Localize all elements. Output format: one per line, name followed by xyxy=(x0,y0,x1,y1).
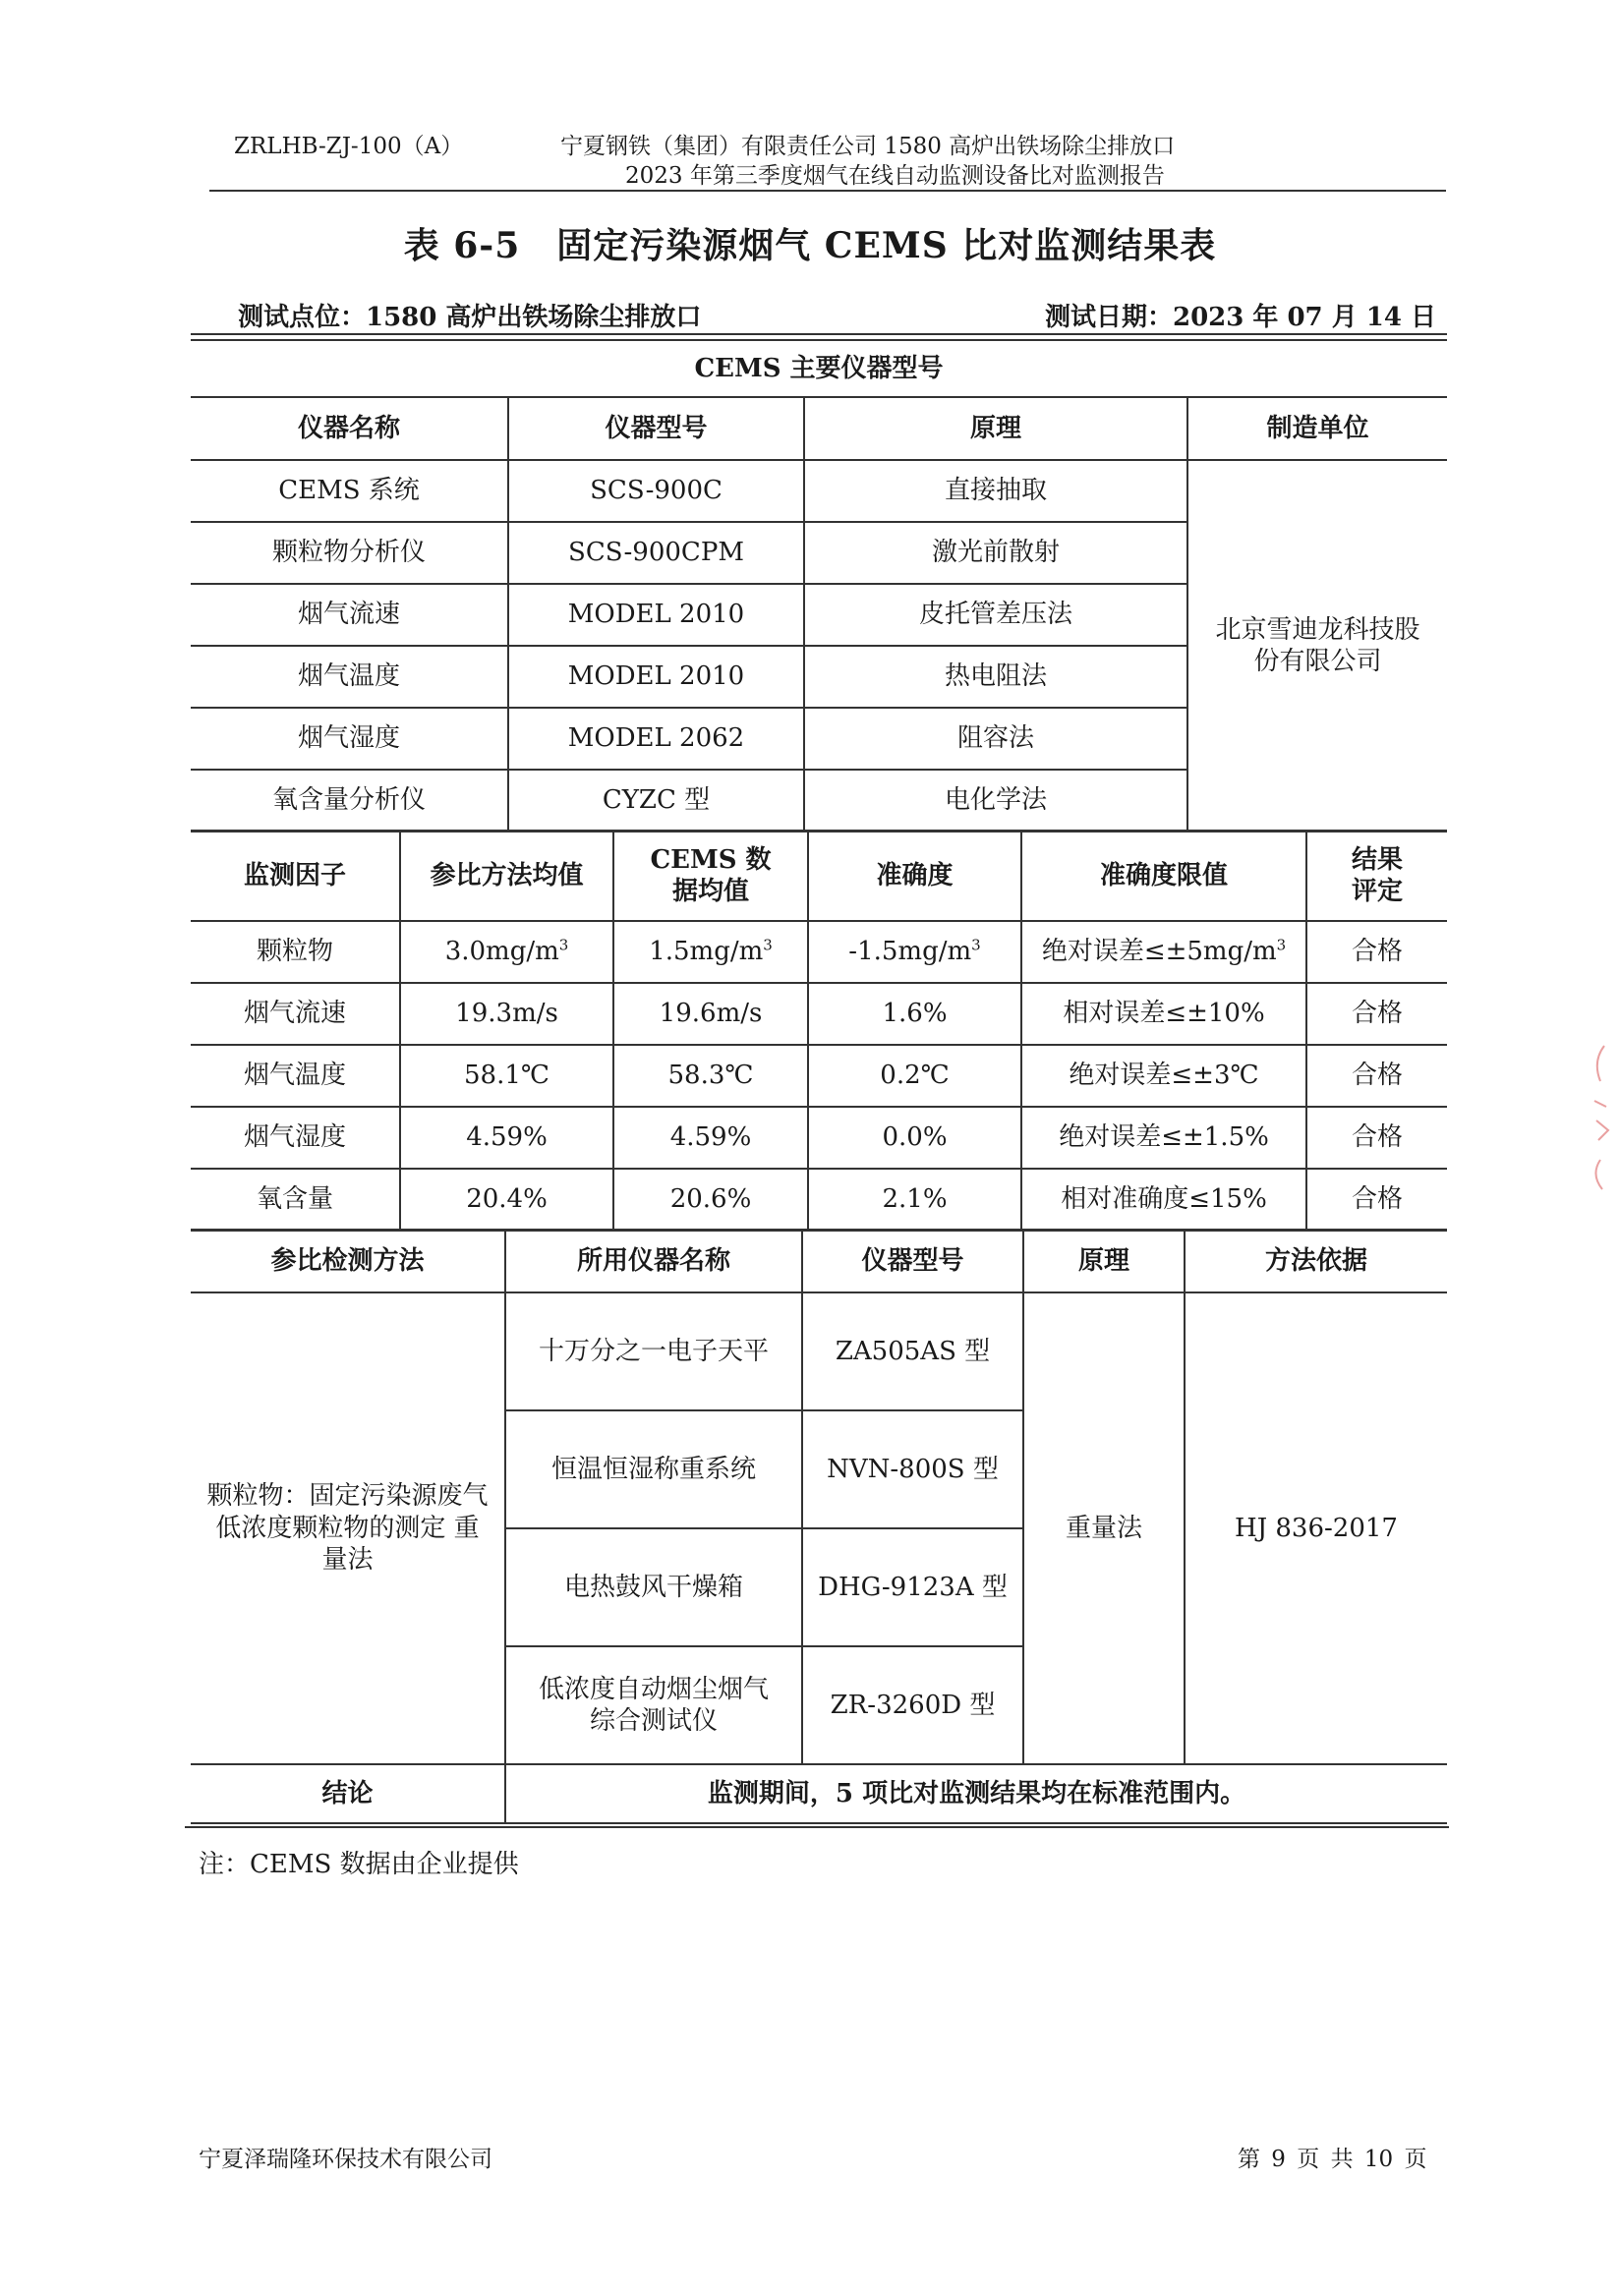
page-number: 第 9 页 共 10 页 xyxy=(1238,2147,1427,2172)
header-accuracy: 准确度 xyxy=(808,831,1021,921)
header-reference-method: 参比检测方法 xyxy=(191,1230,505,1292)
accuracy-value: 2.1% xyxy=(808,1169,1021,1231)
footer-company: 宁夏泽瑞隆环保技术有限公司 xyxy=(199,2147,492,2172)
table-row xyxy=(191,921,1447,983)
ref-mean-value: 19.3m/s xyxy=(400,983,613,1045)
comparison-results-table xyxy=(191,830,1447,1232)
instrument-used-model: NVN-800S 型 xyxy=(802,1410,1023,1528)
accuracy-limit: 绝对误差$\le\pm 5mg/m^3$ xyxy=(1021,921,1306,983)
instrument-principle: 电化学法 xyxy=(804,770,1187,832)
accuracy-limit: 绝对误差≤±3℃ xyxy=(1021,1045,1306,1107)
accuracy-value: $-1.5mg/m^3$ xyxy=(808,921,1021,983)
instrument-used-name: 十万分之一电子天平 xyxy=(505,1292,802,1410)
cems-instrument-table xyxy=(191,339,1447,832)
accuracy-value: 1.6% xyxy=(808,983,1021,1045)
accuracy-value: 0.2℃ xyxy=(808,1045,1021,1107)
cems-mean-value: $1.5mg/m^3$ xyxy=(613,921,808,983)
header-cems-mean: CEMS 数据均值 xyxy=(613,831,808,921)
manufacturer: 北京雪迪龙科技股份有限公司 xyxy=(1187,460,1447,832)
table-row xyxy=(191,1045,1447,1107)
header-instrument-model: 仪器型号 xyxy=(802,1230,1023,1292)
instrument-name: 氧含量分析仪 xyxy=(191,770,508,832)
ref-mean-value: 4.59% xyxy=(400,1107,613,1169)
reference-principle: 重量法 xyxy=(1023,1292,1185,1764)
document-code: ZRLHB-ZJ-100（A） xyxy=(234,134,464,159)
ref-mean-value: $3.0mg/m^3$ xyxy=(400,921,613,983)
instrument-name: 烟气温度 xyxy=(191,646,508,708)
cems-mean-value: 20.6% xyxy=(613,1169,808,1231)
instrument-used-model: ZA505AS 型 xyxy=(802,1292,1023,1410)
instrument-name: CEMS 系统 xyxy=(191,460,508,522)
table-row xyxy=(191,1169,1447,1231)
header-factor: 监测因子 xyxy=(191,831,400,921)
factor-name: 烟气流速 xyxy=(191,983,400,1045)
ref-mean-value: 20.4% xyxy=(400,1169,613,1231)
instrument-principle: 直接抽取 xyxy=(804,460,1187,522)
instrument-principle: 激光前散射 xyxy=(804,522,1187,584)
accuracy-limit: 相对准确度≤15% xyxy=(1021,1169,1306,1231)
footnote: 注：CEMS 数据由企业提供 xyxy=(199,1850,519,1879)
evaluation-result: 合格 xyxy=(1306,1107,1447,1169)
header-instrument-name: 仪器名称 xyxy=(191,397,508,460)
instrument-name: 颗粒物分析仪 xyxy=(191,522,508,584)
header-manufacturer: 制造单位 xyxy=(1187,397,1447,460)
header-method-basis: 方法依据 xyxy=(1185,1230,1447,1292)
instrument-model: MODEL 2010 xyxy=(508,584,804,646)
table-row xyxy=(191,1107,1447,1169)
cems-mean-value: 19.6m/s xyxy=(613,983,808,1045)
factor-name: 烟气温度 xyxy=(191,1045,400,1107)
instrument-model: CYZC 型 xyxy=(508,770,804,832)
instrument-model: MODEL 2010 xyxy=(508,646,804,708)
instrument-principle: 热电阻法 xyxy=(804,646,1187,708)
section-title: CEMS 主要仪器型号 xyxy=(191,340,1447,397)
cems-mean-value: 58.3℃ xyxy=(613,1045,808,1107)
header-instrument-model: 仪器型号 xyxy=(508,397,804,460)
header-divider xyxy=(209,190,1446,192)
table-row xyxy=(191,460,1447,522)
test-location: 测试点位：1580 高炉出铁场除尘排放口 xyxy=(238,303,702,332)
header-ref-mean: 参比方法均值 xyxy=(400,831,613,921)
evaluation-result: 合格 xyxy=(1306,1169,1447,1231)
instrument-model: MODEL 2062 xyxy=(508,708,804,770)
reference-method-table xyxy=(191,1229,1447,1824)
accuracy-value: 0.0% xyxy=(808,1107,1021,1169)
cems-mean-value: 4.59% xyxy=(613,1107,808,1169)
factor-name: 氧含量 xyxy=(191,1169,400,1231)
evaluation-result: 合格 xyxy=(1306,921,1447,983)
factor-name: 烟气湿度 xyxy=(191,1107,400,1169)
table-top-rule xyxy=(191,333,1447,335)
report-header-line2: 2023 年第三季度烟气在线自动监测设备比对监测报告 xyxy=(625,163,1165,189)
evaluation-result: 合格 xyxy=(1306,983,1447,1045)
method-basis: HJ 836-2017 xyxy=(1185,1292,1447,1764)
instrument-used-name: 电热鼓风干燥箱 xyxy=(505,1528,802,1646)
instrument-name: 烟气流速 xyxy=(191,584,508,646)
instrument-used-name: 低浓度自动烟尘烟气综合测试仪 xyxy=(505,1646,802,1764)
instrument-model: SCS-900CPM xyxy=(508,522,804,584)
table-row xyxy=(191,1292,1447,1410)
instrument-used-model: DHG-9123A 型 xyxy=(802,1528,1023,1646)
instrument-principle: 阻容法 xyxy=(804,708,1187,770)
table-row xyxy=(191,983,1447,1045)
ref-mean-value: 58.1℃ xyxy=(400,1045,613,1107)
header-accuracy-limit: 准确度限值 xyxy=(1021,831,1306,921)
seal-edge-mark xyxy=(1583,1042,1612,1209)
instrument-principle: 皮托管差压法 xyxy=(804,584,1187,646)
table-bottom-rule xyxy=(185,1826,1449,1828)
reference-method-text: 颗粒物：固定污染源废气 低浓度颗粒物的测定 重量法 xyxy=(191,1292,505,1764)
accuracy-limit: 绝对误差≤±1.5% xyxy=(1021,1107,1306,1169)
accuracy-limit: 相对误差≤±10% xyxy=(1021,983,1306,1045)
table-title: 表 6-5 固定污染源烟气 CEMS 比对监测结果表 xyxy=(403,225,1217,266)
instrument-name: 烟气湿度 xyxy=(191,708,508,770)
conclusion-label: 结论 xyxy=(191,1764,505,1823)
factor-name: 颗粒物 xyxy=(191,921,400,983)
report-header-line1: 宁夏钢铁（集团）有限责任公司 1580 高炉出铁场除尘排放口 xyxy=(560,134,1176,159)
header-evaluation: 结果评定 xyxy=(1306,831,1447,921)
instrument-used-model: ZR-3260D 型 xyxy=(802,1646,1023,1764)
instrument-model: SCS-900C xyxy=(508,460,804,522)
header-principle: 原理 xyxy=(1023,1230,1185,1292)
evaluation-result: 合格 xyxy=(1306,1045,1447,1107)
header-instrument-used: 所用仪器名称 xyxy=(505,1230,802,1292)
test-date: 测试日期：2023 年 07 月 14 日 xyxy=(1045,303,1436,332)
conclusion-row xyxy=(191,1764,1447,1823)
conclusion-text: 监测期间，5 项比对监测结果均在标准范围内。 xyxy=(505,1764,1447,1823)
instrument-used-name: 恒温恒湿称重系统 xyxy=(505,1410,802,1528)
header-principle: 原理 xyxy=(804,397,1187,460)
